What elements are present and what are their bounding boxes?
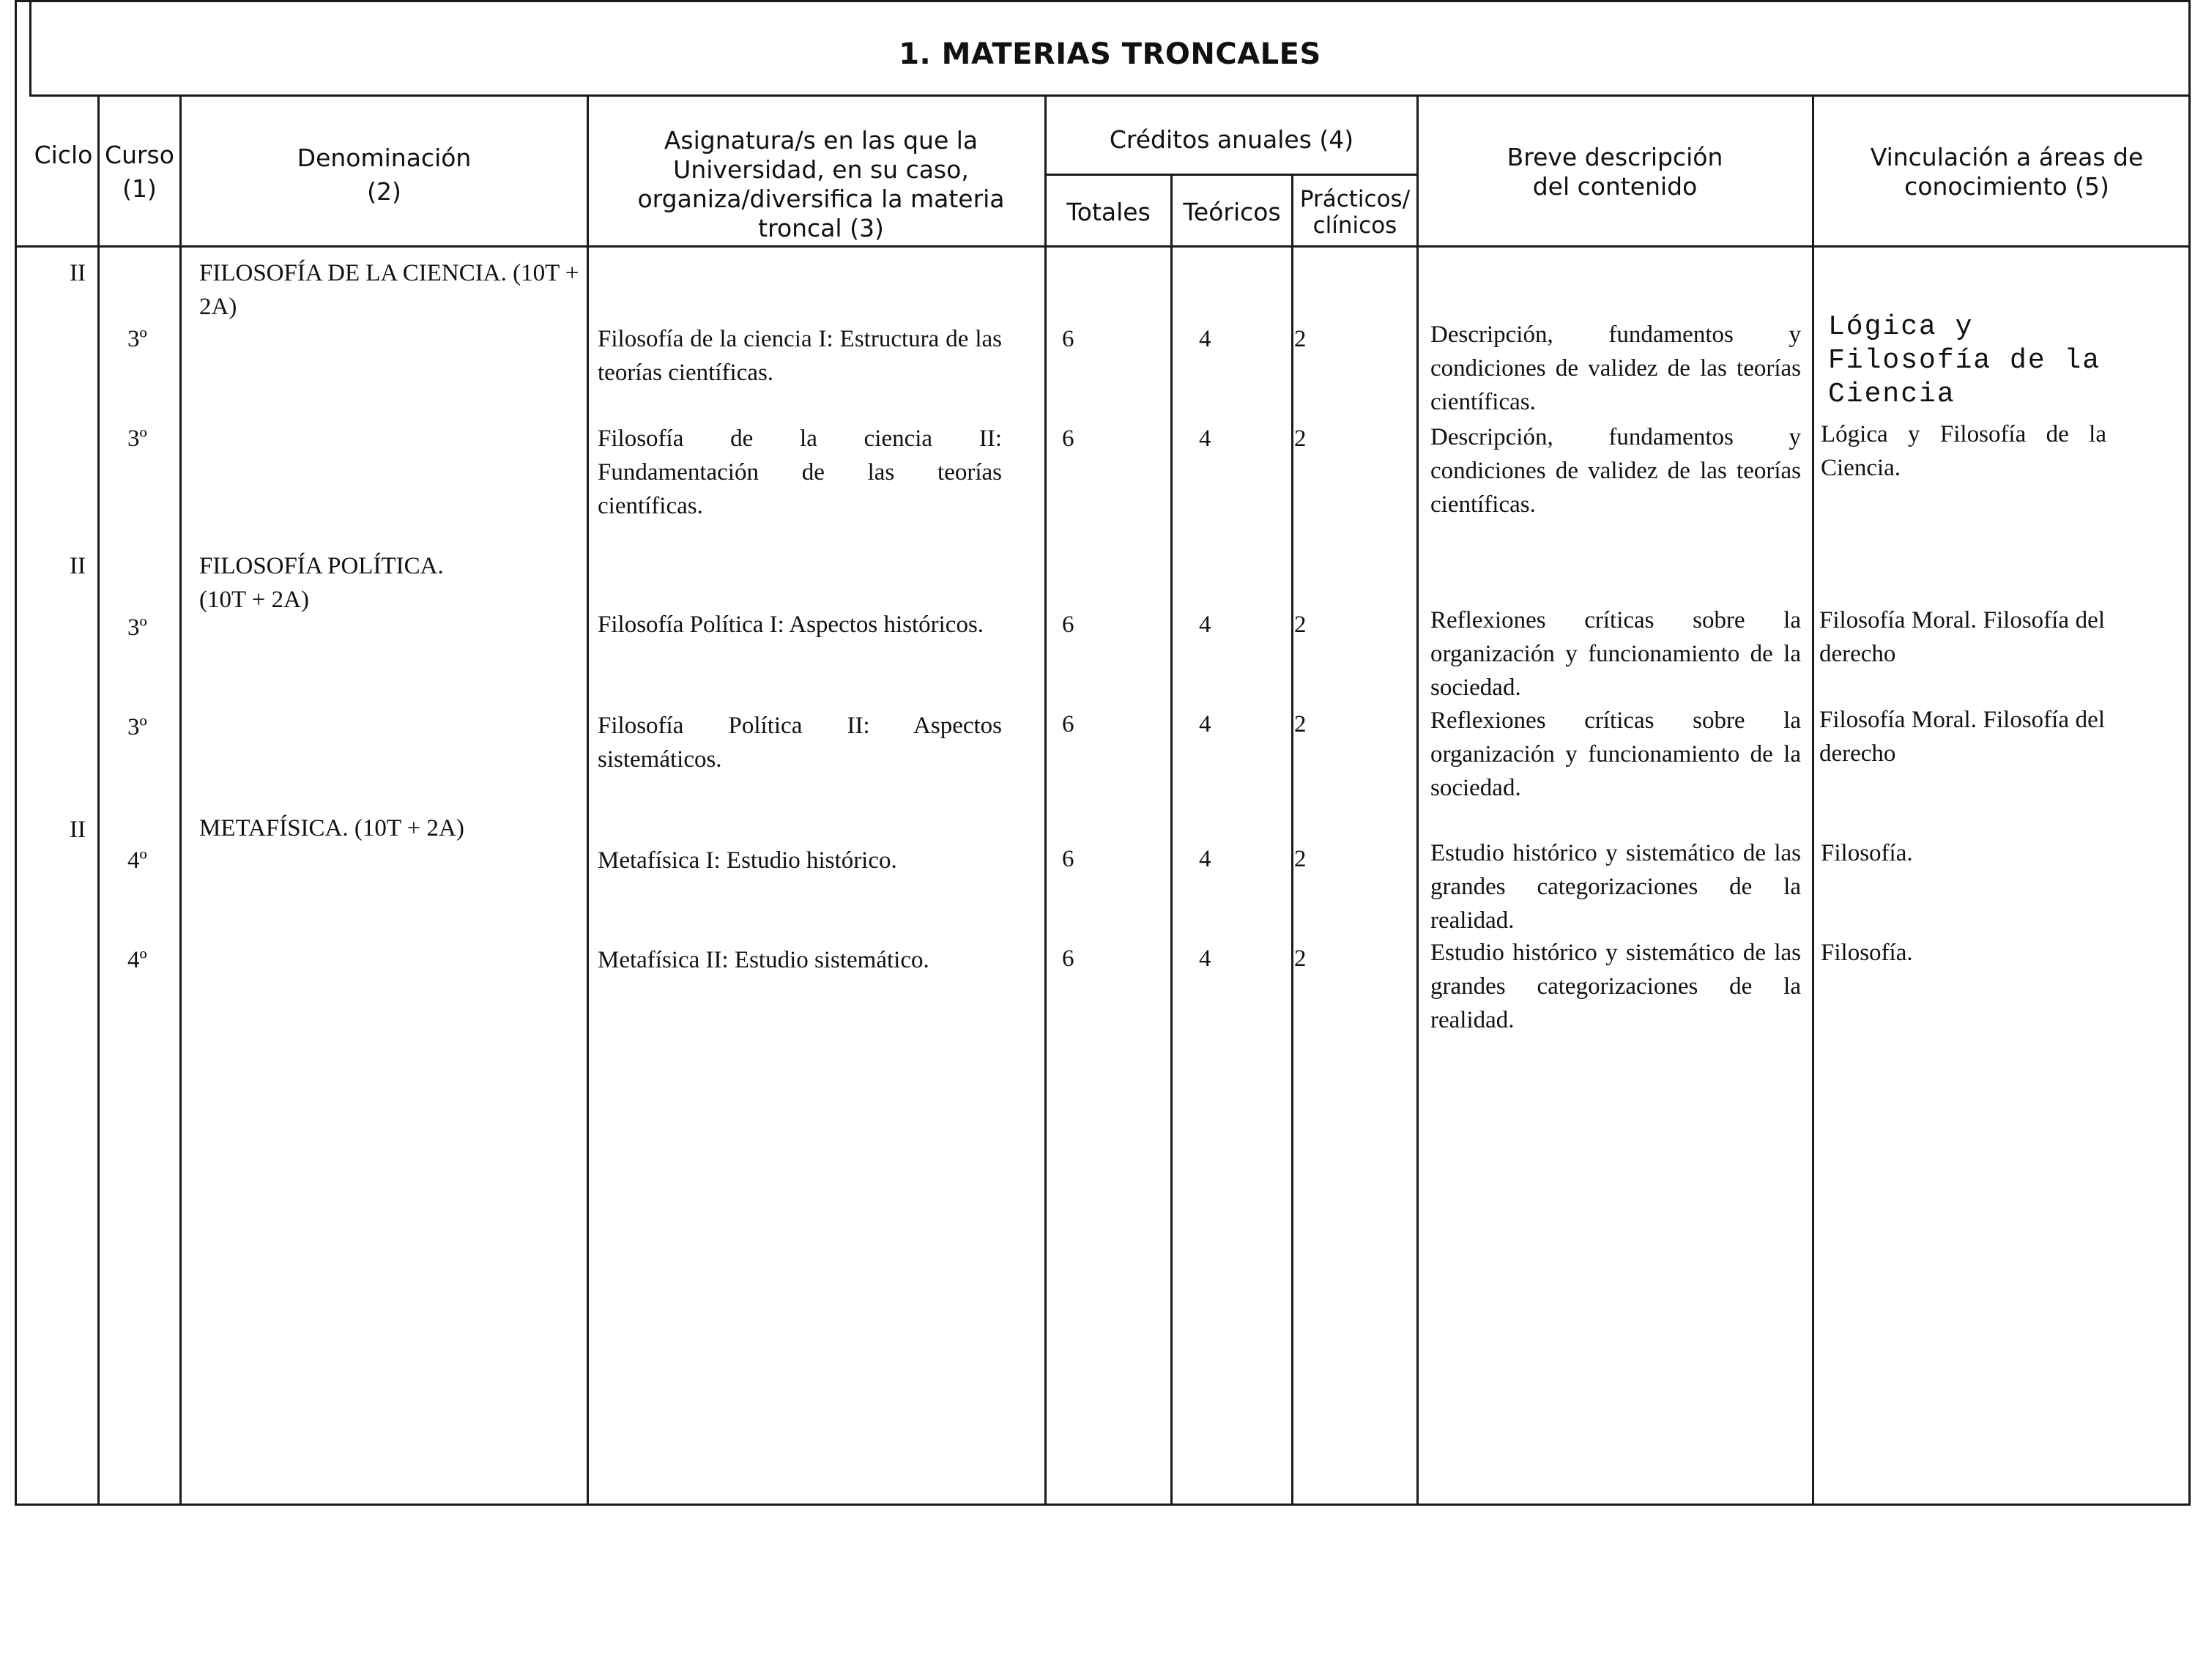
row-descripcion: Reflexiones críticas sobre la organización y funcionamiento de la sociedad.: [1430, 707, 1801, 801]
row-vinculacion: Filosofía.: [1821, 940, 1913, 966]
row-teoricos: 4: [1199, 612, 1211, 638]
row-asignatura: Filosofía de la ciencia I: Estructura de las teorías científicas.: [598, 326, 1002, 386]
header-practicos: Prácticos/ clínicos: [1299, 186, 1411, 239]
header-curso: Curso: [105, 141, 174, 169]
row-teoricos: 4: [1199, 326, 1211, 352]
title-bar: [29, 0, 2191, 97]
row-practicos: 2: [1294, 612, 1307, 638]
row-totales: 6: [1062, 425, 1074, 452]
row-asignatura: Metafísica I: Estudio histórico.: [598, 847, 897, 874]
row-asignatura: Filosofía de la ciencia II: Fundamentación de las teorías científicas.: [598, 425, 1002, 519]
row-vinculacion: Lógica y Filosofía de la Ciencia.: [1821, 421, 2106, 481]
row-teoricos: 4: [1199, 846, 1211, 872]
row-practicos: 2: [1294, 846, 1307, 872]
row-totales: 6: [1062, 846, 1074, 872]
row-descripcion: Descripción, fundamentos y condiciones de validez de las teorías científicas.: [1430, 424, 1801, 518]
header-denominacion: Denominación: [297, 144, 472, 172]
row-totales: 6: [1062, 612, 1074, 638]
header-teoricos: Teóricos: [1183, 198, 1281, 226]
row-practicos: 2: [1294, 425, 1307, 452]
row-asignatura: Filosofía Política II: Aspectos sistemáticos.: [598, 713, 1002, 773]
row-teoricos: 4: [1199, 425, 1211, 452]
row-totales: 6: [1062, 711, 1074, 737]
row-teoricos: 4: [1199, 945, 1211, 972]
materia-ciclo: II: [70, 817, 86, 843]
header-asignatura: Asignatura/s en las que la Universidad, en su caso, organiza/diversifica la materia troncal (3): [637, 126, 1005, 242]
row-teoricos: 4: [1199, 711, 1211, 737]
row-curso: 3º: [127, 614, 147, 641]
table-title: 1. MATERIAS TRONCALES: [899, 37, 1321, 71]
materia-ciclo: II: [70, 553, 86, 579]
row-curso: 3º: [127, 326, 147, 352]
row-asignatura: Filosofía Política I: Aspectos históricos.: [598, 612, 984, 638]
materia-denominacion: FILOSOFÍA DE LA CIENCIA. (10T + 2A): [199, 260, 579, 320]
row-curso: 4º: [127, 947, 147, 973]
col-divider-teoricos: [1291, 174, 1293, 1506]
materia-denominacion: METAFÍSICA. (10T + 2A): [199, 815, 464, 841]
header-denominacion-note: (2): [367, 177, 401, 206]
col-divider-denominacion: [587, 97, 589, 1506]
row-curso: 3º: [127, 714, 147, 740]
row-vinculacion: Filosofía Moral. Filosofía del derecho: [1819, 607, 2105, 667]
col-divider-descripcion: [1812, 97, 1814, 1506]
row-vinculacion: Filosofía Moral. Filosofía del derecho: [1819, 707, 2105, 767]
header-creditos: Créditos anuales (4): [1109, 125, 1354, 154]
col-divider-curso: [179, 97, 182, 1506]
header-ciclo: Ciclo: [34, 141, 93, 169]
col-divider-totales: [1170, 174, 1173, 1506]
row-asignatura: Metafísica II: Estudio sistemático.: [598, 947, 929, 973]
row-vinculacion: Filosofía.: [1821, 840, 1913, 866]
row-totales: 6: [1062, 945, 1074, 972]
header-vinculacion: Vinculación a áreas de conocimiento (5): [1870, 143, 2144, 201]
col-divider-ciclo: [97, 97, 100, 1506]
row-descripcion: Descripción, fundamentos y condiciones de validez de las teorías científicas.: [1430, 321, 1801, 415]
header-totales: Totales: [1066, 198, 1151, 226]
col-divider-asignatura: [1044, 97, 1047, 1506]
row-descripcion: Estudio histórico y sistemático de las grandes categorizaciones de la realidad.: [1430, 840, 1801, 934]
materia-denominacion: FILOSOFÍA POLÍTICA. (10T + 2A): [199, 553, 444, 613]
row-totales: 6: [1062, 326, 1074, 352]
header-bottom-rule: [16, 245, 2188, 248]
row-vinculacion: Lógica y Filosofía de la Ciencia: [1828, 311, 2101, 410]
row-practicos: 2: [1294, 326, 1307, 352]
header-descripcion: Breve descripción del contenido: [1507, 143, 1723, 201]
row-practicos: 2: [1294, 711, 1307, 737]
header-curso-note: (1): [122, 174, 157, 203]
row-descripcion: Estudio histórico y sistemático de las grandes categorizaciones de la realidad.: [1430, 940, 1801, 1033]
row-practicos: 2: [1294, 945, 1307, 972]
creditos-subheader-rule: [1046, 174, 1417, 176]
col-divider-creditos: [1416, 97, 1419, 1506]
row-curso: 4º: [127, 847, 147, 874]
row-descripcion: Reflexiones críticas sobre la organización y funcionamiento de la sociedad.: [1430, 607, 1801, 701]
materia-ciclo: II: [70, 260, 86, 286]
row-curso: 3º: [127, 425, 147, 452]
